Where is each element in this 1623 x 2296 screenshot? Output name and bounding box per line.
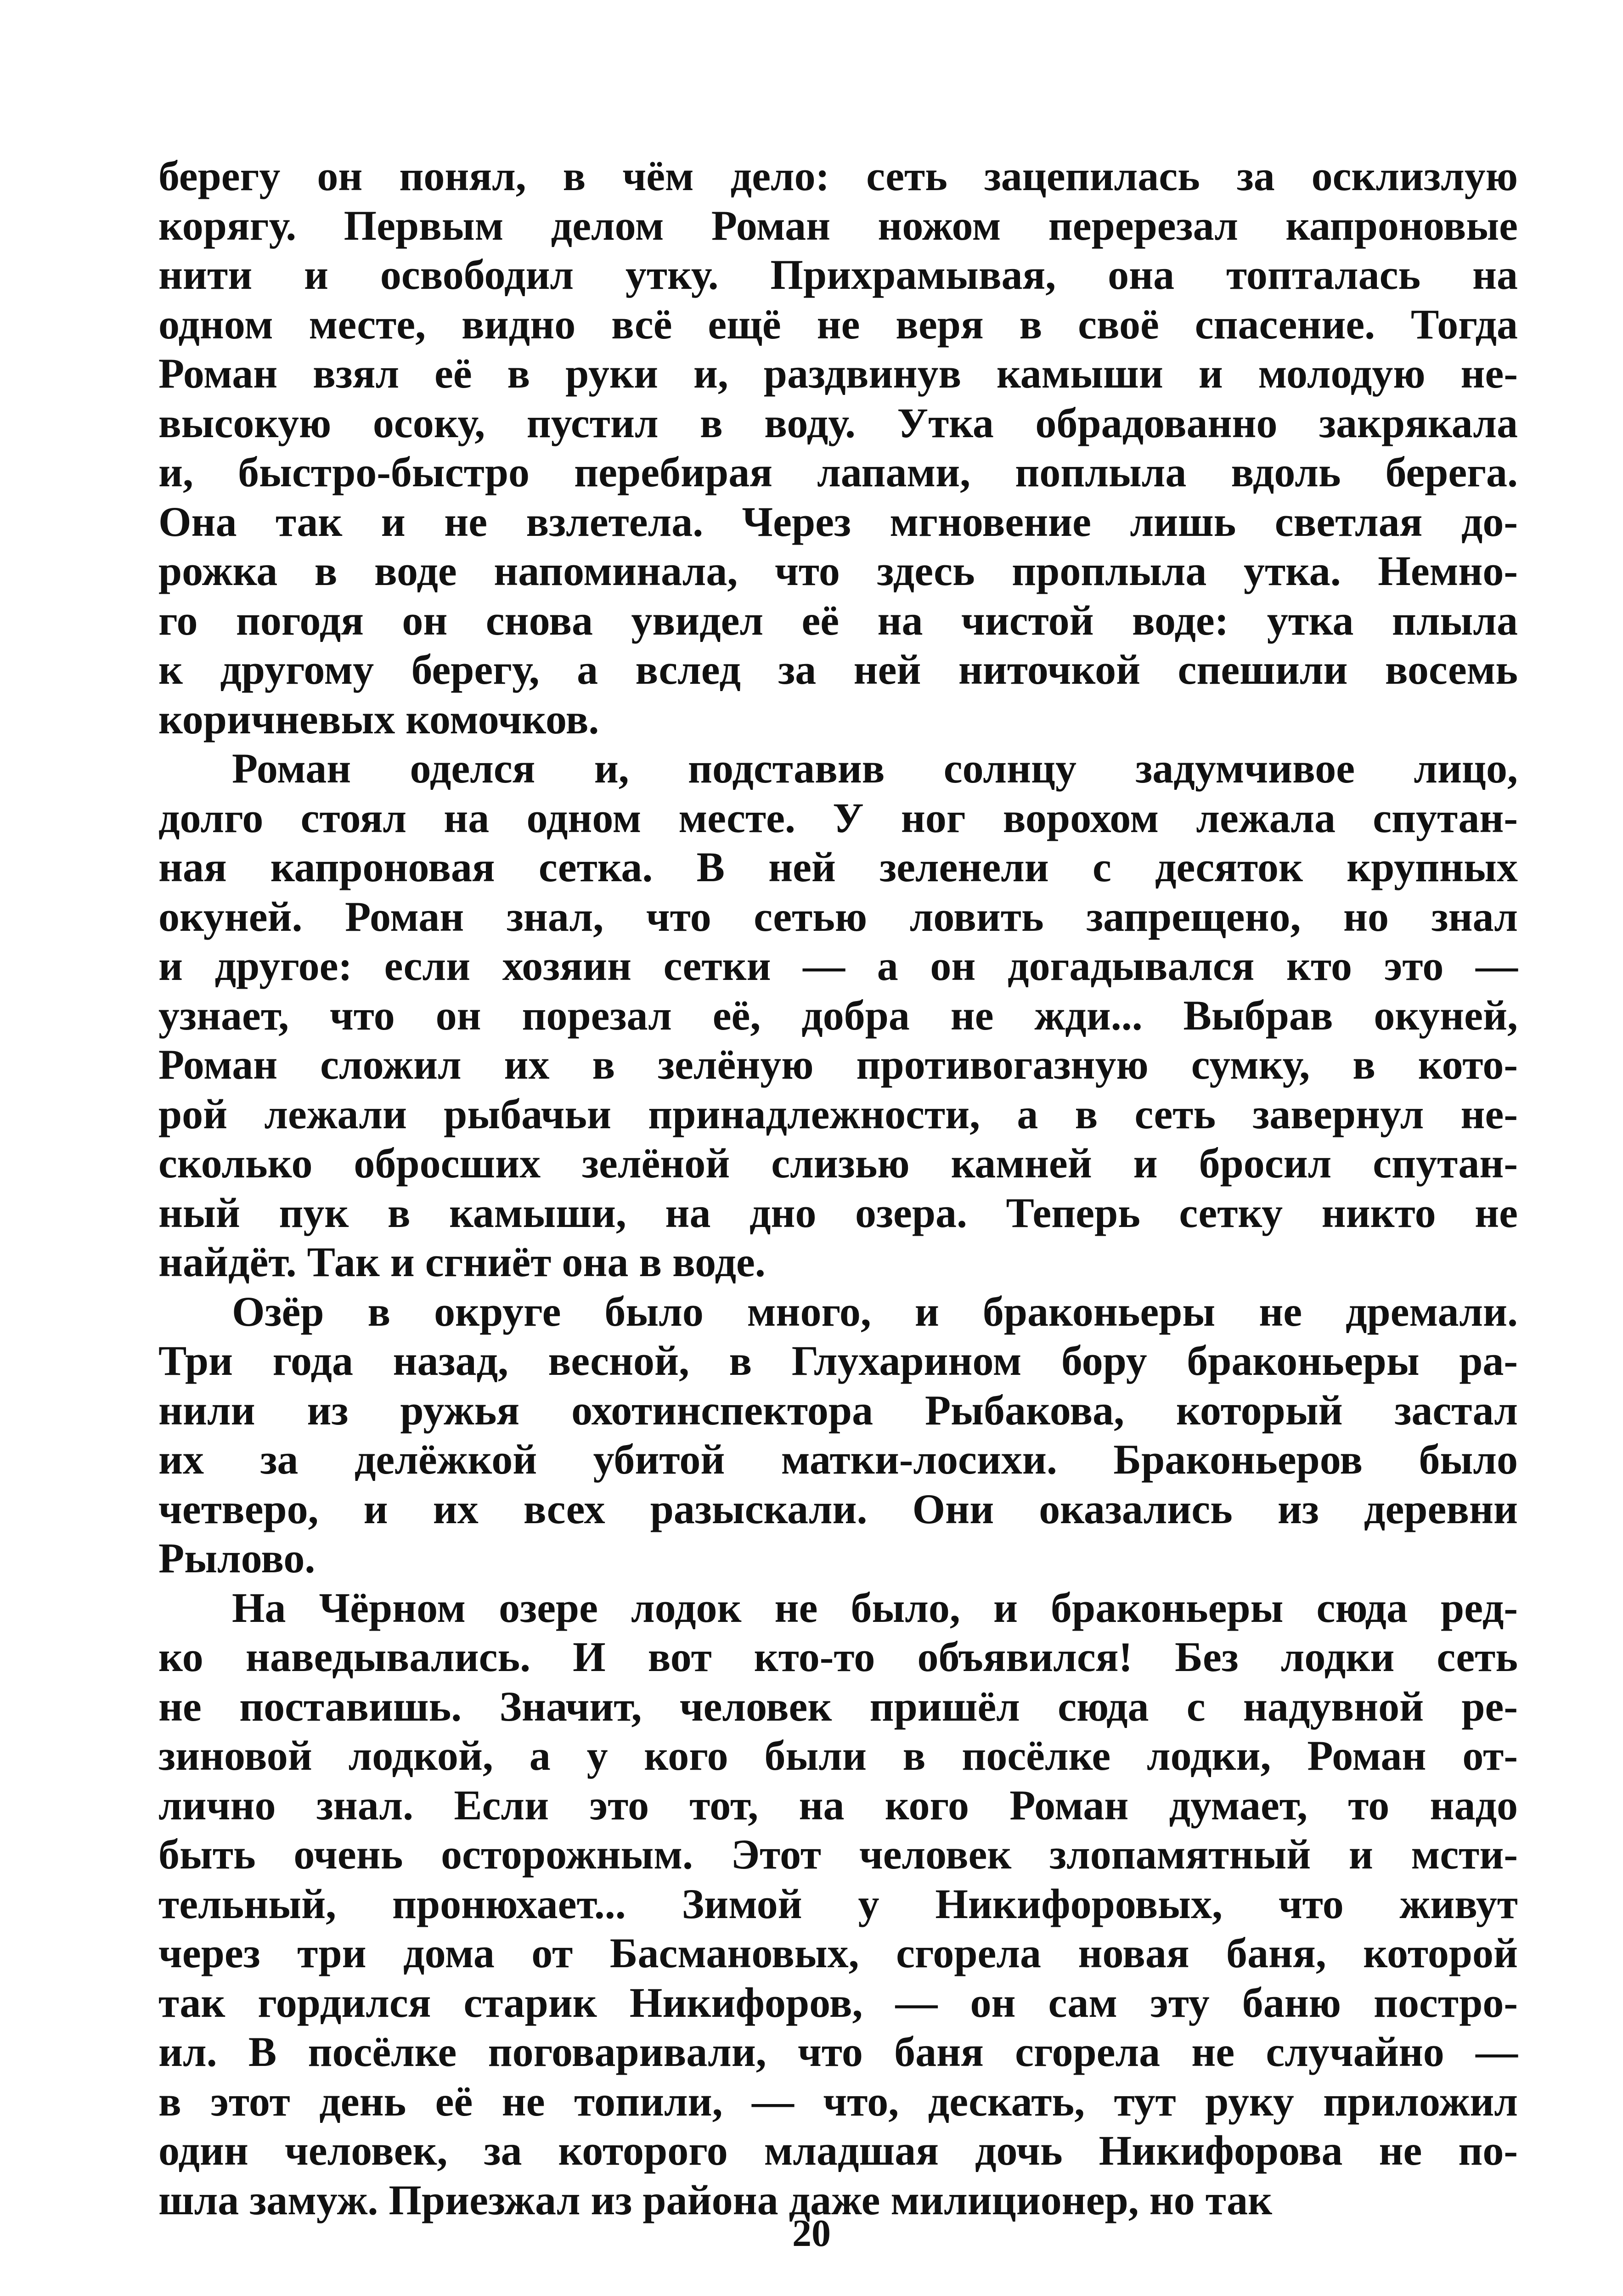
text-line: через три дома от Басмановых, сгорела новая баня, которой xyxy=(158,1930,1518,1976)
text-line: Три года назад, весной, в Глухарином бору браконьеры ра- xyxy=(158,1337,1518,1384)
text-line: Рылово. xyxy=(158,1535,316,1581)
text-line: тельный, пронюхает... Зимой у Никифоровых, что живут xyxy=(158,1880,1518,1927)
text-line: корягу. Первым делом Роман ножом перерезал капроновые xyxy=(158,202,1518,249)
text-line: высокую осоку, пустил в воду. Утка обрадованно закрякала xyxy=(158,399,1518,446)
text-line: рой лежали рыбачьи принадлежности, а в сеть завернул не- xyxy=(158,1090,1518,1137)
text-line: берегу он понял, в чём дело: сеть зацепилась за осклизлую xyxy=(158,152,1518,199)
page-number: 20 xyxy=(792,2212,831,2255)
text-line: ил. В посёлке поговаривали, что баня сгорела не случайно — xyxy=(158,2028,1518,2075)
text-line: На Чёрном озере лодок не было, и браконьеры сюда ред- xyxy=(232,1584,1518,1631)
text-line: и другое: если хозяин сетки — а он догадывался кто это — xyxy=(158,942,1518,989)
text-line: один человек, за которого младшая дочь Никифорова не по- xyxy=(158,2127,1518,2174)
text-line: рожка в воде напоминала, что здесь проплыла утка. Немно- xyxy=(158,547,1518,594)
text-line: четверо, и их всех разыскали. Они оказались из деревни xyxy=(158,1485,1518,1532)
text-line: долго стоял на одном месте. У ног ворохом лежала спутан- xyxy=(158,794,1518,841)
text-line: окуней. Роман знал, что сетью ловить запрещено, но знал xyxy=(158,893,1518,940)
text-line: одном месте, видно всё ещё не веря в своё спасение. Тогда xyxy=(158,300,1518,348)
text-line: лично знал. Если это тот, на кого Роман думает, то надо xyxy=(158,1781,1518,1829)
text-line: Она так и не взлетела. Через мгновение лишь светлая до- xyxy=(158,498,1518,545)
text-line: Озёр в округе было много, и браконьеры не дремали. xyxy=(232,1288,1518,1335)
text-line: узнает, что он порезал её, добра не жди... Выбрав окуней, xyxy=(158,991,1518,1039)
text-line: не поставишь. Значит, человек пришёл сюда с надувной ре- xyxy=(158,1683,1518,1730)
text-line: нили из ружья охотинспектора Рыбакова, который застал xyxy=(158,1386,1518,1434)
paragraph xyxy=(158,1287,1518,1583)
text-line: го погодя он снова увидел её на чистой воде: утка плыла xyxy=(158,597,1518,644)
text-line: сколько обросших зелёной слизью камней и бросил спутан- xyxy=(158,1140,1518,1187)
paragraph xyxy=(158,1583,1518,2225)
text-line: коричневых комочков. xyxy=(158,695,599,743)
text-line: быть очень осторожным. Этот человек злопамятный и мсти- xyxy=(158,1831,1518,1878)
text-line: ко наведывались. И вот кто-то объявился! Без лодки сеть xyxy=(158,1633,1518,1680)
text-line: их за делёжкой убитой матки-лосихи. Браконьеров было xyxy=(158,1436,1518,1483)
text-line: Роман взял её в руки и, раздвинув камыши и молодую не- xyxy=(158,350,1518,397)
text-line: ная капроновая сетка. В ней зеленели с десяток крупных xyxy=(158,844,1518,890)
text-line: ный пук в камыши, на дно озера. Теперь сетку никто не xyxy=(158,1189,1518,1236)
body-text xyxy=(158,152,1518,2225)
text-line: так гордился старик Никифоров, — он сам эту баню постро- xyxy=(158,1979,1518,2026)
text-line: нити и освободил утку. Прихрамывая, она топталась на xyxy=(158,251,1518,298)
text-line: Роман сложил их в зелёную противогазную сумку, в кото- xyxy=(158,1041,1518,1088)
text-line: в этот день её не топили, — что, дескать, тут руку приложил xyxy=(158,2077,1518,2125)
text-line: к другому берегу, а вслед за ней ниточкой спешили восемь xyxy=(158,646,1518,693)
text-line: и, быстро-быстро перебирая лапами, поплыла вдоль берега. xyxy=(158,449,1518,495)
text-line: найдёт. Так и сгниёт она в воде. xyxy=(158,1238,766,1285)
text-line: зиновой лодкой, а у кого были в посёлке лодки, Роман от- xyxy=(158,1732,1518,1779)
paragraph xyxy=(158,744,1518,1287)
text-line: Роман оделся и, подставив солнцу задумчивое лицо, xyxy=(232,745,1518,792)
paragraph xyxy=(158,152,1518,744)
text-line: шла замуж. Приезжал из района даже милиционер, но так xyxy=(158,2176,1273,2223)
